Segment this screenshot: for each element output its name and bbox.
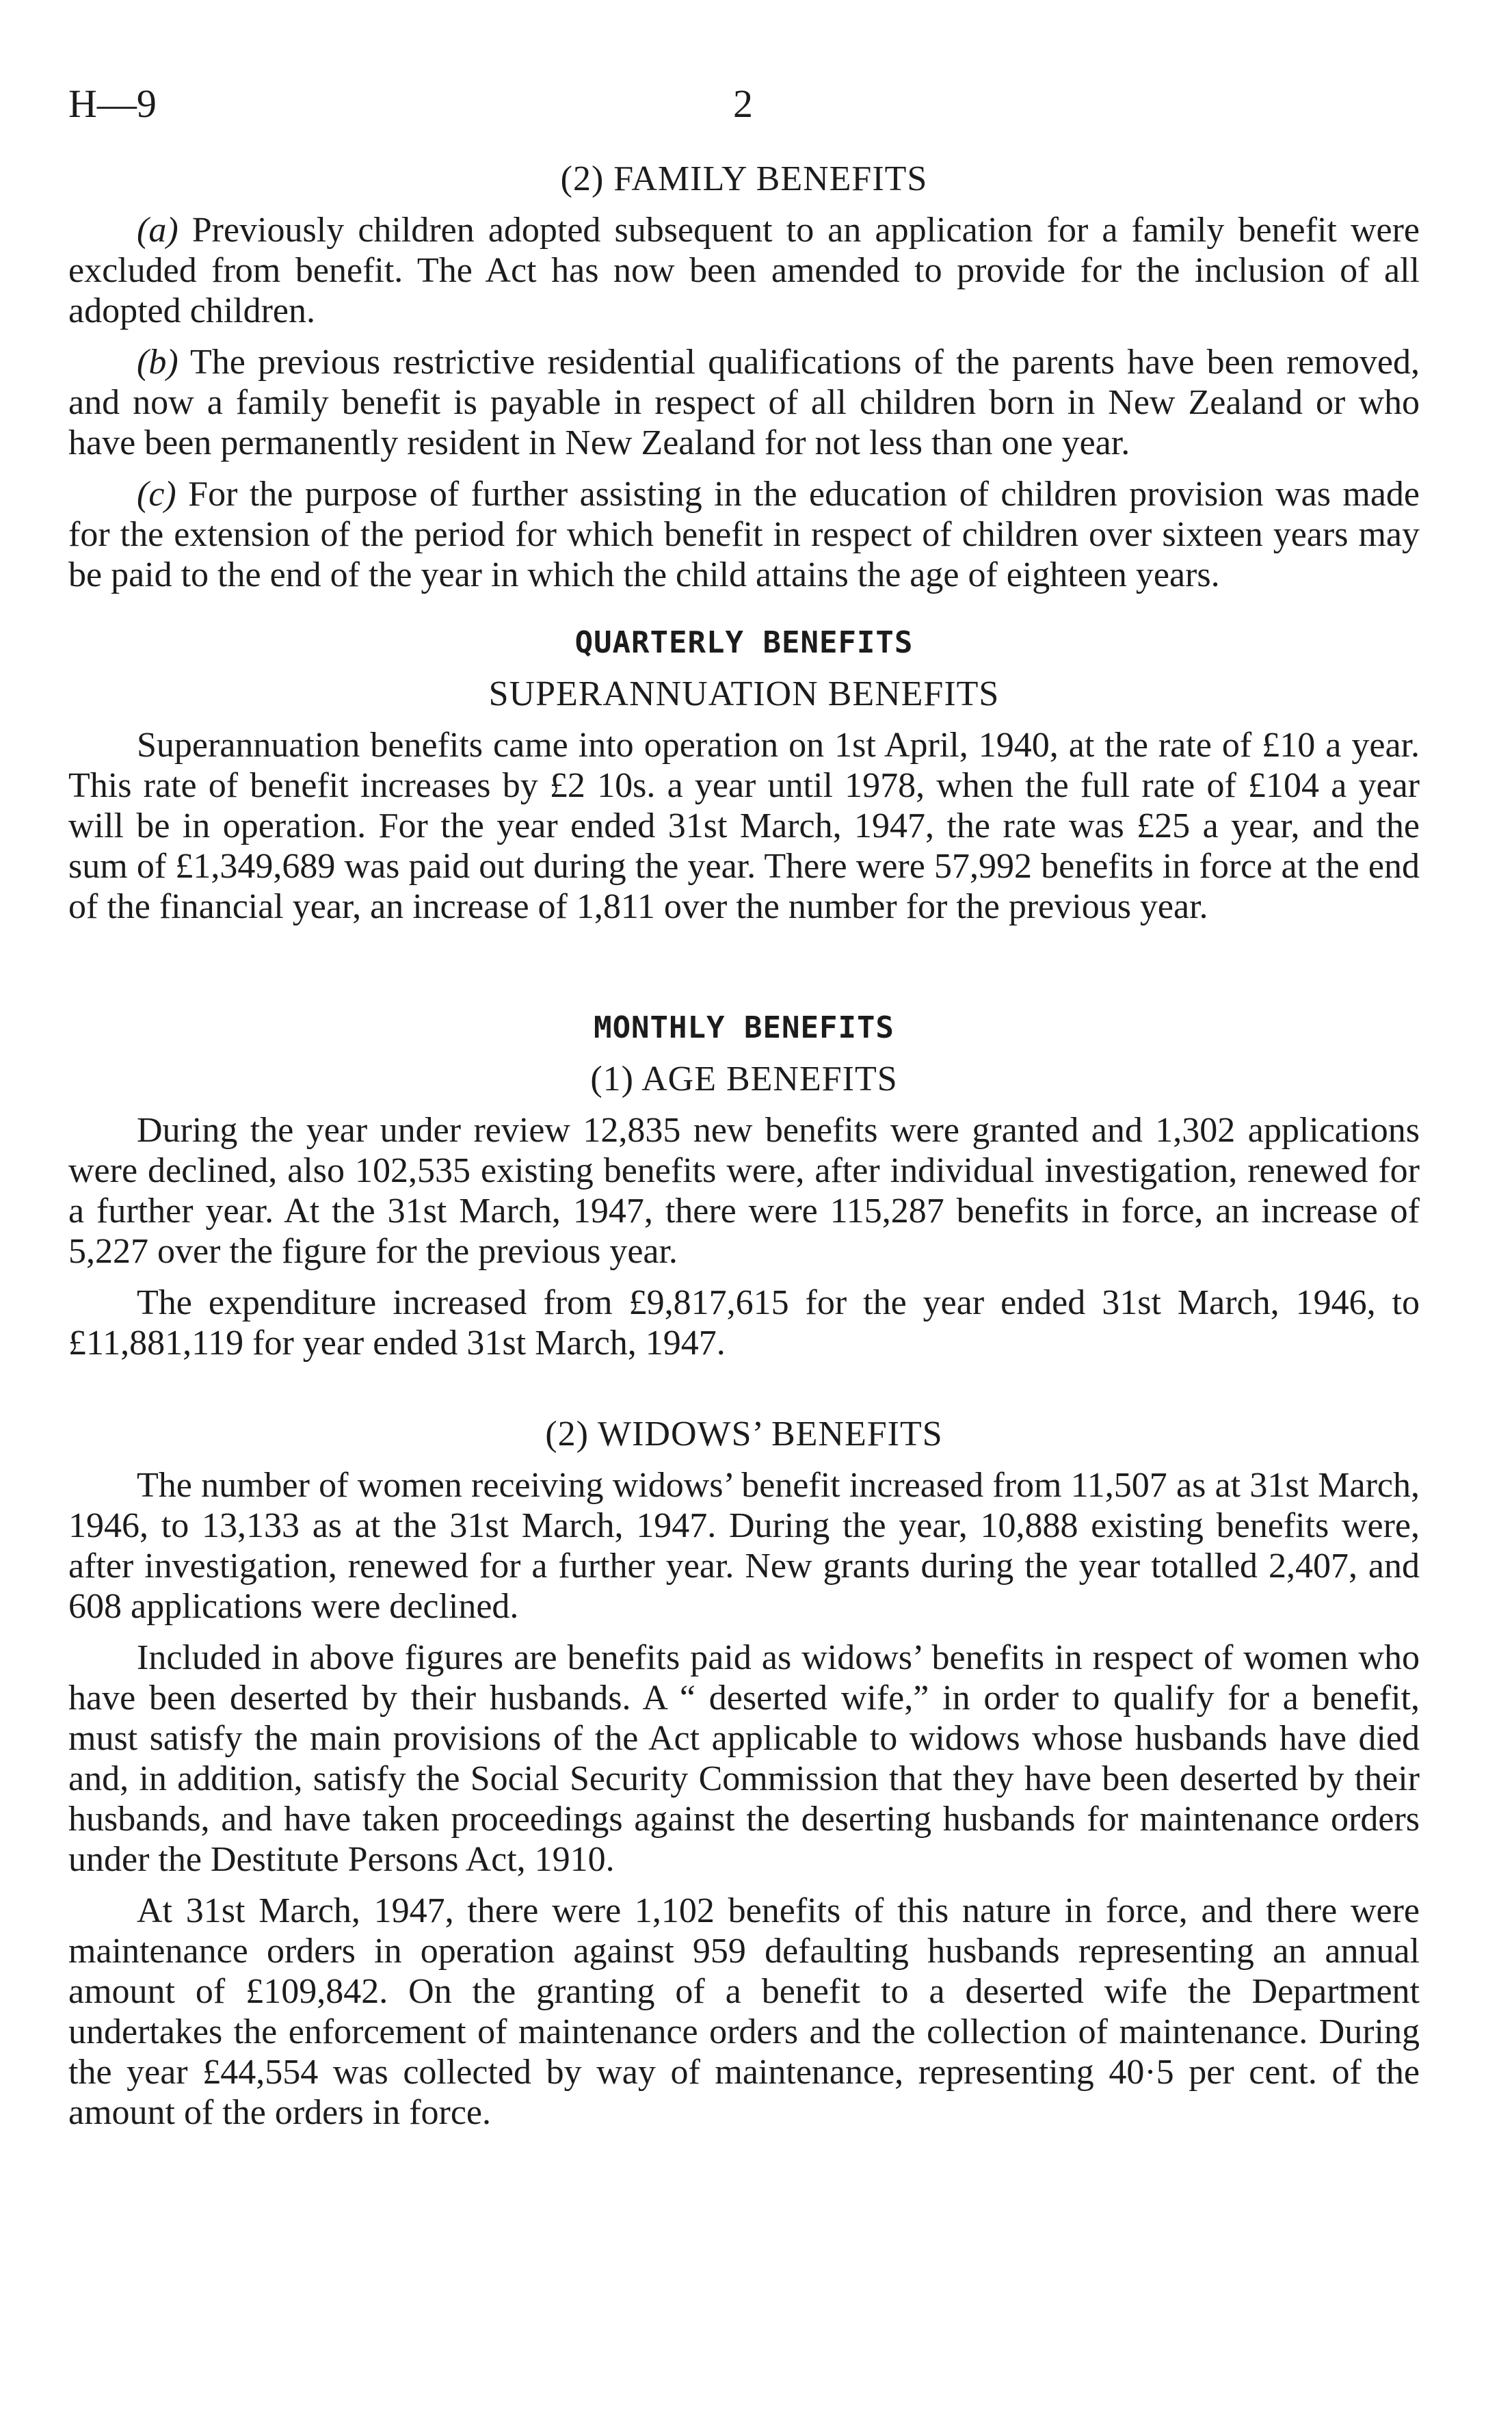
paragraph-label: (a)	[137, 211, 178, 250]
monthly-benefits-section	[68, 1008, 1420, 2133]
family-benefits-paragraph-a	[68, 210, 1420, 331]
quarterly-benefits-section	[68, 622, 1420, 927]
widows-benefits-heading: (2) WIDOWS’ BENEFITS	[545, 1415, 943, 1454]
family-benefits-section	[68, 159, 1420, 595]
paragraph-text: The previous restrictive residential qualifications of the parents have been removed, and now a family benefit is payable in respect of all children born in New Zealand or who have been permanently resident in New Zealand for not less than one year.	[68, 343, 1420, 462]
page-body	[68, 159, 1420, 2133]
quarterly-benefits-heading: QUARTERLY BENEFITS	[574, 625, 914, 660]
family-benefits-heading: (2) FAMILY BENEFITS	[560, 159, 928, 198]
page-number: 2	[733, 81, 753, 126]
paragraph-label: (b)	[137, 343, 178, 382]
paragraph-label: (c)	[137, 475, 176, 514]
age-benefits-heading: (1) AGE BENEFITS	[590, 1060, 898, 1099]
paragraph-text: For the purpose of further assisting in the education of children provision was made for the extension of the period for which benefit in respect of children over sixteen years may be paid to the end of the year in which the child attains the age of eighteen years.	[68, 475, 1420, 594]
superannuation-paragraph: Superannuation benefits came into operation on 1st April, 1940, at the rate of £10 a year. This rate of benefit increases by £2 10s. a year until 1978, when the full rate of £104 a year will be in operation. For the year ended 31st March, 1947, the rate was £25 a year, and the sum of £1,349,689 was paid out during the year. There were 57,992 benefits in force at the end of the financial year, an increase of 1,811 over the number for the previous year.	[68, 726, 1420, 926]
document-reference: H—9	[68, 81, 157, 126]
widows-benefits-paragraph: Included in above figures are benefits paid as widows’ benefits in respect of women who have been deserted by their husbands. A “ deserted wife,” in order to qualify for a benefit, must satisfy the main provisions of the Act applicable to widows whose husbands have died and, in addition, satisfy the Social Security Commission that they have been deserted by their husbands, and have taken proceedings against the deserting husbands for maintenance orders under the Destitute Persons Act, 1910.	[68, 1638, 1420, 1879]
age-benefits-paragraph: During the year under review 12,835 new benefits were granted and 1,302 applications were declined, also 102,535 existing benefits were, after individual investigation, renewed for a further year. At the 31st March, 1947, there were 115,287 benefits in force, an increase of 5,227 over the figure for the previous year.	[68, 1111, 1420, 1271]
superannuation-benefits-heading: SUPERANNUATION BENEFITS	[488, 674, 1000, 713]
paragraph-text: Previously children adopted subsequent to an application for a family benefit were excluded from benefit. The Act has now been amended to provide for the inclusion of all adopted children.	[68, 211, 1420, 330]
age-benefits-paragraph: The expenditure increased from £9,817,615 for the year ended 31st March, 1946, to £11,881,119 for year ended 31st March, 1947.	[68, 1283, 1420, 1363]
page-header	[68, 81, 1444, 135]
widows-benefits-paragraph: At 31st March, 1947, there were 1,102 benefits of this nature in force, and there were maintenance orders in operation against 959 defaulting husbands representing an annual amount of £109,842. On the granting of a benefit to a deserted wife the Department undertakes the enforcement of maintenance orders and the collection of maintenance. During the year £44,554 was collected by way of maintenance, representing 40·5 per cent. of the amount of the orders in force.	[68, 1891, 1420, 2132]
family-benefits-paragraph-b	[68, 342, 1420, 463]
widows-benefits-paragraph: The number of women receiving widows’ benefit increased from 11,507 as at 31st March, 1946, to 13,133 as at the 31st March, 1947. During the year, 10,888 existing benefits were, after investigation, renewed for a further year. New grants during the year totalled 2,407, and 608 applications were declined.	[68, 1466, 1420, 1626]
family-benefits-paragraph-c	[68, 474, 1420, 595]
monthly-benefits-heading: MONTHLY BENEFITS	[594, 1010, 894, 1045]
